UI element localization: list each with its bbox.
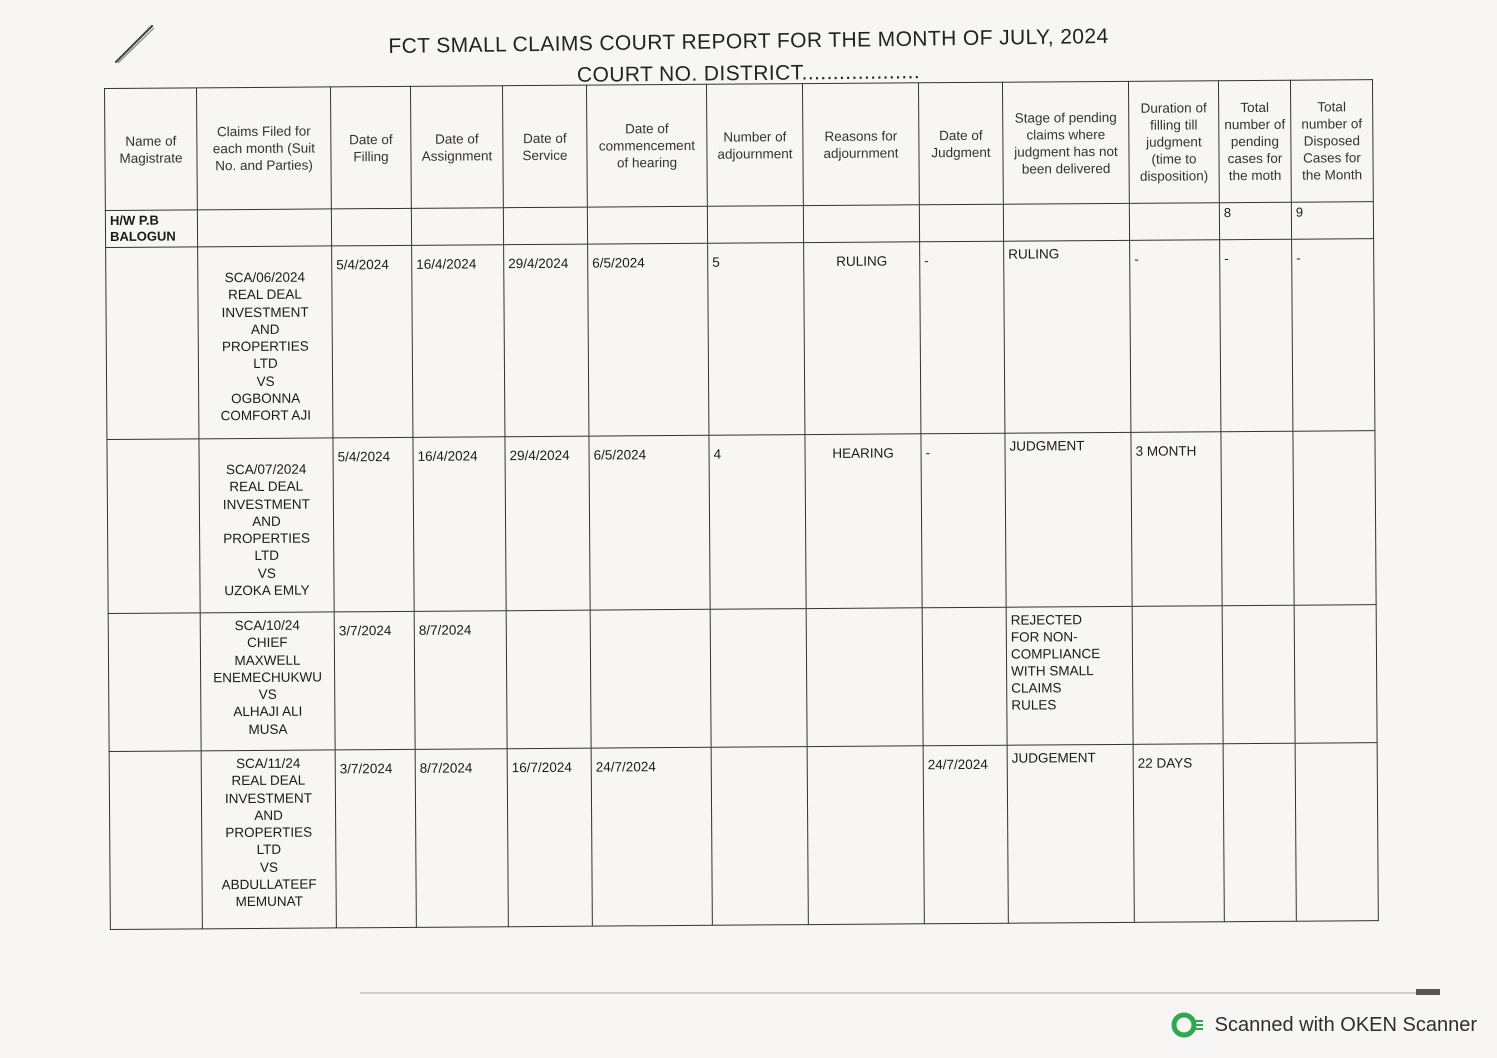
- table-row: [106, 239, 1375, 440]
- adjournment-count: 5: [708, 243, 805, 436]
- stage-line: JUDGEMENT: [1011, 750, 1096, 766]
- claim-line: REAL DEAL: [231, 772, 306, 789]
- assignment-date: 16/4/2024: [413, 437, 506, 612]
- stage-line: JUDGMENT: [1009, 438, 1085, 454]
- filing-date: 3/7/2024: [335, 749, 416, 928]
- claim-line: LTD: [256, 842, 282, 858]
- adjournment-count: [710, 609, 807, 748]
- col-name-of-magistrate: Name of Magistrate: [105, 88, 198, 211]
- claim-line: ALHAJI ALI: [233, 704, 303, 720]
- table-cell: [919, 204, 1003, 242]
- stage-line: REJECTED: [1010, 612, 1083, 628]
- adjournment-reason: HEARING: [805, 434, 922, 609]
- report-sheet: [104, 79, 1378, 930]
- assignment-date: 16/4/2024: [412, 245, 505, 438]
- disposed-count: [1294, 605, 1377, 744]
- duration: 22 DAYS: [1133, 744, 1224, 923]
- col-stage-of-pending-claims: Stage of pending claims where judgment has not been delivered: [1002, 81, 1129, 204]
- table-cell: [331, 208, 411, 246]
- pending-stage: [1005, 432, 1132, 607]
- claim-line: MEMUNAT: [235, 894, 303, 910]
- claim-line: MAXWELL: [234, 652, 301, 668]
- claim-line: VS: [256, 373, 275, 389]
- table-cell: [411, 208, 503, 246]
- pending-count: -: [1220, 239, 1293, 431]
- claim-line: AND: [252, 513, 281, 529]
- stage-line: RULES: [1011, 697, 1057, 713]
- claim-line: VS: [257, 565, 276, 581]
- adjournment-reason: RULING: [804, 242, 921, 435]
- table-cell: [1003, 203, 1129, 241]
- table-cell: [109, 751, 202, 930]
- pending-stage: [1004, 240, 1131, 433]
- filing-date: 5/4/2024: [332, 245, 413, 438]
- pending-count: [1222, 605, 1295, 743]
- scanner-label: Scanned with OKEN Scanner: [1214, 1013, 1477, 1036]
- table-cell: [108, 613, 201, 752]
- stage-line: CLAIMS: [1011, 680, 1062, 696]
- claim-line: PROPERTIES: [221, 338, 309, 355]
- duration: -: [1130, 240, 1221, 433]
- claim-cell: [199, 438, 334, 613]
- claim-cell: [201, 750, 336, 929]
- claim-line: REAL DEAL: [229, 478, 304, 495]
- claim-line: ABDULLATEEF: [221, 876, 317, 893]
- pending-count: [1223, 743, 1296, 921]
- commencement-date: 24/7/2024: [591, 747, 712, 926]
- report-subtitle: COURT NO. DISTRICT...................: [576, 60, 921, 87]
- claim-line: INVESTMENT: [221, 304, 309, 320]
- table-cell: [587, 206, 707, 244]
- disposed-total: 9: [1291, 202, 1373, 240]
- col-date-of-filling: Date of Filling: [330, 86, 411, 209]
- claims-table: [104, 79, 1379, 930]
- claim-line: AND: [254, 807, 283, 823]
- stage-line: WITH SMALL: [1011, 663, 1094, 679]
- claim-line: PROPERTIES: [225, 824, 313, 841]
- claim-line: SCA/06/2024: [224, 269, 306, 286]
- table-row: [108, 605, 1377, 752]
- table-cell: [107, 439, 200, 614]
- oken-scanner-logo-icon: [1171, 1010, 1205, 1040]
- pending-stage: [1007, 744, 1134, 923]
- claim-line: VS: [258, 686, 277, 703]
- duration: 3 MONTH: [1131, 432, 1222, 607]
- col-date-of-service: Date of Service: [502, 85, 587, 208]
- service-date: 29/4/2024: [504, 244, 589, 437]
- judgment-date: 24/7/2024: [923, 745, 1008, 924]
- filing-date: 5/4/2024: [333, 437, 414, 612]
- table-cell: [503, 207, 587, 245]
- claim-cell: [198, 246, 333, 439]
- header-row: [105, 80, 1374, 211]
- assignment-date: 8/7/2024: [415, 749, 508, 928]
- col-date-of-judgment: Date of Judgment: [918, 82, 1003, 205]
- claim-line: PROPERTIES: [223, 530, 311, 547]
- table-row: [107, 431, 1376, 614]
- scanner-watermark: [1171, 1010, 1477, 1040]
- col-duration: Duration of filling till judgment (time to disposition): [1128, 81, 1219, 204]
- claim-line: UZOKA EMLY: [224, 582, 310, 599]
- commencement-date: 6/5/2024: [589, 435, 710, 610]
- claim-line: LTD: [253, 356, 278, 372]
- duration: [1132, 606, 1223, 745]
- judgment-date: -: [920, 241, 1005, 434]
- col-total-disposed: Total number of Disposed Cases for the Month: [1290, 80, 1373, 203]
- adjournment-count: 4: [709, 435, 806, 610]
- stage-line: COMPLIANCE: [1010, 646, 1101, 662]
- service-date: [506, 610, 591, 749]
- claim-line: CHIEF: [247, 635, 288, 651]
- disposed-count: [1295, 743, 1378, 922]
- adjournment-reason: [807, 746, 924, 925]
- table-cell: [707, 206, 803, 244]
- claim-line: SCA/10/24: [234, 617, 300, 634]
- pending-count: [1221, 431, 1294, 605]
- col-date-of-commencement: Date of commencement of hearing: [586, 84, 707, 207]
- claim-line: MUSA: [248, 721, 288, 737]
- col-claims-filed: Claims Filed for each month (Suit No. and Parties): [197, 87, 332, 210]
- pending-total: 8: [1219, 202, 1291, 240]
- claim-line: INVESTMENT: [222, 496, 310, 512]
- report-title: FCT SMALL CLAIMS COURT REPORT FOR THE MONTH OF JULY, 2024: [388, 24, 1109, 59]
- magistrate-name: [105, 210, 197, 248]
- table-cell: [1129, 203, 1219, 241]
- claim-line: INVESTMENT: [224, 790, 313, 806]
- claim-line: OGBONNA: [231, 390, 301, 407]
- claim-line: AND: [250, 321, 280, 337]
- claim-line: SCA/07/2024: [225, 461, 307, 478]
- adjournment-count: [711, 747, 808, 926]
- stage-line: FOR NON-: [1010, 629, 1078, 645]
- col-total-pending: Total number of pending cases for the moth: [1218, 80, 1291, 202]
- claim-line: ENEMECHUKWU: [213, 669, 323, 686]
- scan-artifact: [1416, 989, 1440, 995]
- claim-line: COMFORT AJI: [220, 407, 311, 424]
- claim-line: VS: [259, 859, 278, 875]
- assignment-date: 8/7/2024: [414, 611, 507, 750]
- judgment-date: -: [921, 433, 1006, 608]
- adjournment-reason: [806, 608, 923, 747]
- claim-line: LTD: [254, 548, 280, 564]
- disposed-count: -: [1292, 239, 1375, 432]
- filing-date: 3/7/2024: [334, 611, 415, 750]
- table-cell: [803, 205, 919, 243]
- claim-line: SCA/11/24: [236, 755, 301, 772]
- magistrate-name-line: H/W P.B: [109, 212, 159, 228]
- table-cell: [197, 209, 331, 247]
- claim-cell: [200, 612, 335, 751]
- pending-stage: [1006, 606, 1133, 745]
- service-date: 16/7/2024: [507, 748, 592, 927]
- commencement-date: 6/5/2024: [588, 243, 709, 436]
- table-row: [109, 743, 1378, 930]
- col-reasons-for-adjournment: Reasons for adjournment: [802, 83, 919, 206]
- col-number-of-adjournment: Number of adjournment: [706, 84, 803, 207]
- judgment-date: [922, 607, 1007, 746]
- table-cell: [106, 247, 199, 440]
- magistrate-name-line: BALOGUN: [109, 228, 176, 244]
- stage-line: RULING: [1008, 246, 1060, 262]
- disposed-count: [1293, 431, 1376, 606]
- claim-line: REAL DEAL: [227, 286, 302, 303]
- page-divider: [360, 992, 1440, 994]
- col-date-of-assignment: Date of Assignment: [410, 86, 503, 209]
- commencement-date: [590, 609, 711, 748]
- service-date: 29/4/2024: [505, 436, 590, 611]
